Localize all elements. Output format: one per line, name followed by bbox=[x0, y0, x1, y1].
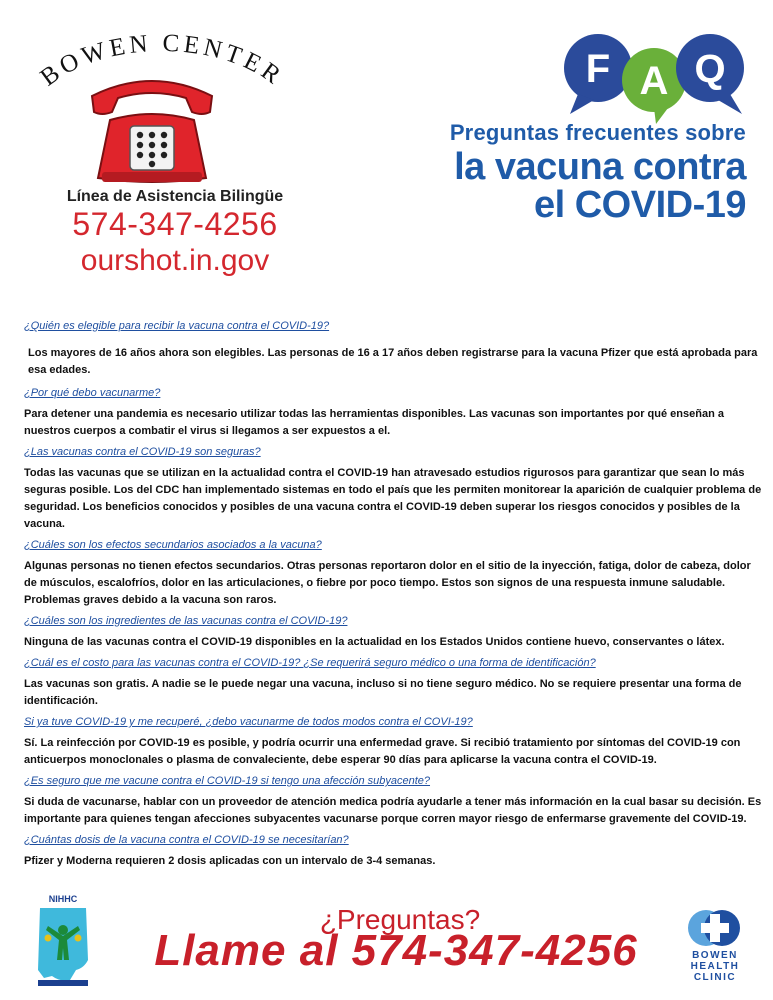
faq-list bbox=[24, 318, 762, 874]
bowen-health-clinic-logo-icon bbox=[684, 906, 746, 950]
faq-question[interactable]: ¿Por qué debo vacunarme? bbox=[24, 387, 161, 399]
faq-answer: Los mayores de 16 años ahora son elegibles. Las personas de 16 a 17 años deben registrarse para la vacuna Pfizer que está aprobada para esa edades. bbox=[28, 347, 758, 376]
faq-item bbox=[24, 385, 762, 440]
hotline-url[interactable]: ourshot.in.gov bbox=[80, 244, 270, 277]
faq-answer: Las vacunas son gratis. A nadie se le puede negar una vacuna, incluso si no tiene seguro médico. No se requiere presentar una forma de identificación. bbox=[24, 678, 742, 707]
page-title bbox=[340, 148, 746, 224]
faq-item bbox=[24, 537, 762, 609]
bowen-logo-line2: HEALTH bbox=[690, 961, 740, 972]
org-name: BOWEN CENTER bbox=[35, 29, 289, 92]
footer-question: ¿Preguntas? bbox=[319, 904, 481, 935]
faq-answer: Algunas personas no tienen efectos secundarios. Otras personas reportaron dolor en el sitio de la inyección, fatiga, dolor de cabeza, dolor de músculos, escalofríos, dolor en las articulaciones, o fiebre por poco tiempo. Estos son signos de una respuesta inmune saludable. Problemas graves debido a la vacuna son raros. bbox=[24, 560, 751, 606]
faq-item bbox=[24, 613, 762, 651]
faq-letter-f: F bbox=[585, 47, 611, 91]
faq-answer: Pfizer y Moderna requieren 2 dosis aplicadas con un intervalo de 3-4 semanas. bbox=[24, 855, 436, 867]
page-title-line2: el COVID-19 bbox=[533, 184, 746, 226]
faq-bubbles-icon bbox=[560, 28, 750, 124]
faq-answer: Todas las vacunas que se utilizan en la actualidad contra el COVID-19 han atravesado estudios rigurosos para garantizar que sean lo más seguras posible. Los del CDC han implementado sistemas en todo el país que les permiten monitorear la aparición de cualquier problema de seguridad. Los beneficios conocidos y posibles de una vacuna contra el COVID-19 deben superar los riesgos conocidos y posibles de la vacuna. bbox=[24, 467, 762, 530]
faq-question[interactable]: ¿Quién es elegible para recibir la vacuna contra el COVID-19? bbox=[24, 320, 330, 332]
hotline-phone[interactable]: 574-347-4256 bbox=[72, 206, 278, 242]
telephone-icon bbox=[82, 68, 222, 186]
nihhc-logo-icon bbox=[26, 890, 100, 988]
faq-item bbox=[24, 318, 762, 379]
faq-item bbox=[24, 444, 762, 533]
hotline-label: Línea de Asistencia Bilingüe bbox=[66, 188, 284, 205]
nihhc-label: NIHHC bbox=[48, 894, 78, 904]
bowen-health-clinic-text bbox=[672, 950, 758, 983]
bowen-logo-line1: BOWEN bbox=[692, 950, 738, 961]
page-title-line1: la vacuna contra bbox=[454, 146, 746, 188]
faq-letter-a: A bbox=[639, 59, 669, 103]
footer-call[interactable]: Llame al 574-347-4256 bbox=[154, 926, 638, 975]
faq-question[interactable]: ¿Las vacunas contra el COVID-19 son seguras? bbox=[24, 446, 261, 458]
bowen-logo-line3: CLINIC bbox=[693, 972, 737, 983]
faq-question[interactable]: ¿Cuáles son los ingredientes de las vacunas contra el COVID-19? bbox=[24, 615, 348, 627]
faq-answer: Para detener una pandemia es necesario utilizar todas las herramientas disponibles. Las vacunas son importantes por qué enseñan a nuestros cuerpos a combatir el virus si llegamos a ser expuestos a el. bbox=[24, 408, 724, 437]
faq-letter-q: Q bbox=[694, 47, 726, 91]
faq-question[interactable]: Si ya tuve COVID-19 y me recuperé, ¿debo vacunarme de todos modos contra el COVI-19? bbox=[24, 716, 473, 728]
faq-item bbox=[24, 832, 762, 870]
faq-item bbox=[24, 655, 762, 710]
faq-question[interactable]: ¿Cuáles son los efectos secundarios asociados a la vacuna? bbox=[24, 539, 322, 551]
faq-answer: Si duda de vacunarse, hablar con un proveedor de atención medica podría ayudarle a tener más información en la cual basar su decisión. Es importante para quienes tengan afecciones subyacentes vacunarse porque corren mayor riesgo de enfermarse gravemente del COVID-19. bbox=[24, 796, 762, 825]
faq-answer: Ninguna de las vacunas contra el COVID-19 disponibles en la actualidad en los Estados Unidos contiene huevo, conservantes o látex. bbox=[24, 636, 725, 648]
faq-item bbox=[24, 714, 762, 769]
faq-question[interactable]: ¿Cuántas dosis de la vacuna contra el COVID-19 se necesitarían? bbox=[24, 834, 349, 846]
faq-answer: Sí. La reinfección por COVID-19 es posible, y podría ocurrir una enfermedad grave. Si recibió tratamiento por síntomas del COVID-19 con anticuerpos monoclonales o plasma de convaleciente, debe esperar 90 días para aplicarse la vacuna contra el COVID-19. bbox=[24, 737, 741, 766]
faq-item bbox=[24, 773, 762, 828]
faq-question[interactable]: ¿Cuál es el costo para las vacunas contra el COVID-19? ¿Se requerirá seguro médico o una forma de identificación? bbox=[24, 657, 596, 669]
faq-question[interactable]: ¿Es seguro que me vacune contra el COVID-19 si tengo una afección subyacente? bbox=[24, 775, 431, 787]
faq-subtitle: Preguntas frecuentes sobre bbox=[449, 120, 746, 145]
